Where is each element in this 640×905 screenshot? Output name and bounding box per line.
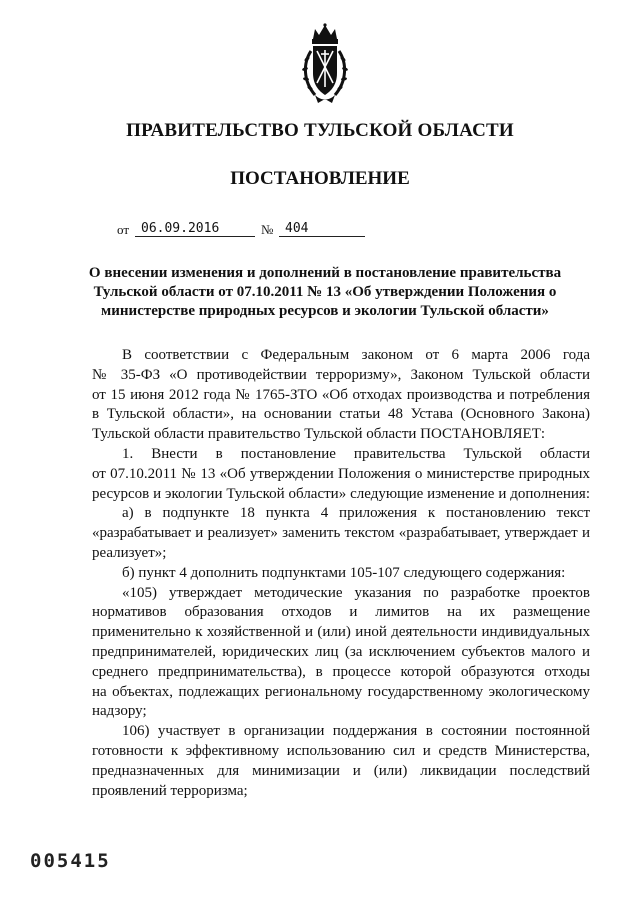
number-value: 404: [285, 221, 309, 236]
document-body: [92, 346, 590, 801]
subject-line: О внесении изменения и дополнений в постановление правительства: [88, 265, 562, 281]
body-line: б) пункт 4 дополнить подпунктами 105-107 следующего содержания:: [122, 564, 566, 581]
body-line: среднего предпринимательства), в процессе которой образуются отходы: [92, 663, 590, 680]
subject-line: министерстве природных ресурсов и экологии Тульской области»: [101, 303, 549, 319]
document-stamp-number: 005415: [30, 850, 111, 872]
tula-coat-of-arms-icon: [301, 23, 349, 105]
body-line: надзору;: [92, 703, 147, 720]
subject-line: Тульской области от 07.10.2011 № 13 «Об утверждении Положения о: [93, 284, 557, 300]
body-line: проявлений терроризма;: [92, 782, 248, 799]
body-line: нормативов образования отходов и лимитов на их размещение: [92, 604, 590, 621]
body-line: реализует»;: [92, 544, 167, 561]
body-line: применительно к хозяйственной и (или) иной деятельности индивидуальных: [92, 624, 590, 641]
number-field: [279, 220, 365, 237]
body-line: 106) участвует в организации поддержания в состоянии постоянной: [122, 723, 590, 740]
body-line: предназначенных для минимизации и (или) ликвидации последствий: [92, 762, 590, 779]
date-field: [135, 220, 255, 237]
body-line: № 35-ФЗ «О противодействии терроризму», Законом Тульской области: [92, 366, 590, 383]
body-line: готовности к эффективному использованию сил и средств Министерства,: [92, 742, 590, 759]
body-line: от 15 июня 2012 года № 1765-ЗТО «Об отходах производства и потребления: [92, 386, 590, 403]
date-label: от: [117, 222, 130, 237]
body-line: в Тульской области», на основании статьи 48 Устава (Основного Закона): [92, 406, 590, 423]
document-type: ПОСТАНОВЛЕНИЕ: [230, 168, 410, 189]
body-line: «разрабатывает и реализует» заменить текстом «разрабатывает, утверждает и: [92, 525, 590, 542]
number-label: №: [261, 222, 274, 237]
body-line: от 07.10.2011 № 13 «Об утверждении Положения о министерстве природных: [92, 465, 590, 482]
body-line: а) в подпункте 18 пункта 4 приложения к постановлению текст: [122, 505, 590, 522]
body-line: ресурсов и экологии Тульской области» следующие изменение и дополнения:: [92, 485, 590, 502]
body-line: «105) утверждает методические указания по разработке проектов: [122, 584, 590, 601]
body-line: 1. Внести в постановление правительства Тульской области: [122, 445, 590, 462]
body-line: Тульской области правительство Тульской области ПОСТАНОВЛЯЕТ:: [92, 426, 546, 443]
body-line: предпринимателей, юридических лиц (за исключением субъектов малого и: [92, 643, 590, 660]
body-line: на объектах, подлежащих региональному государственному экологическому: [92, 683, 590, 700]
government-title: ПРАВИТЕЛЬСТВО ТУЛЬСКОЙ ОБЛАСТИ: [126, 120, 514, 141]
document-subject: [60, 264, 590, 321]
date-value: 06.09.2016: [141, 221, 220, 236]
date-number-line: [117, 219, 377, 239]
body-line: В соответствии с Федеральным законом от 6 марта 2006 года: [122, 347, 590, 363]
